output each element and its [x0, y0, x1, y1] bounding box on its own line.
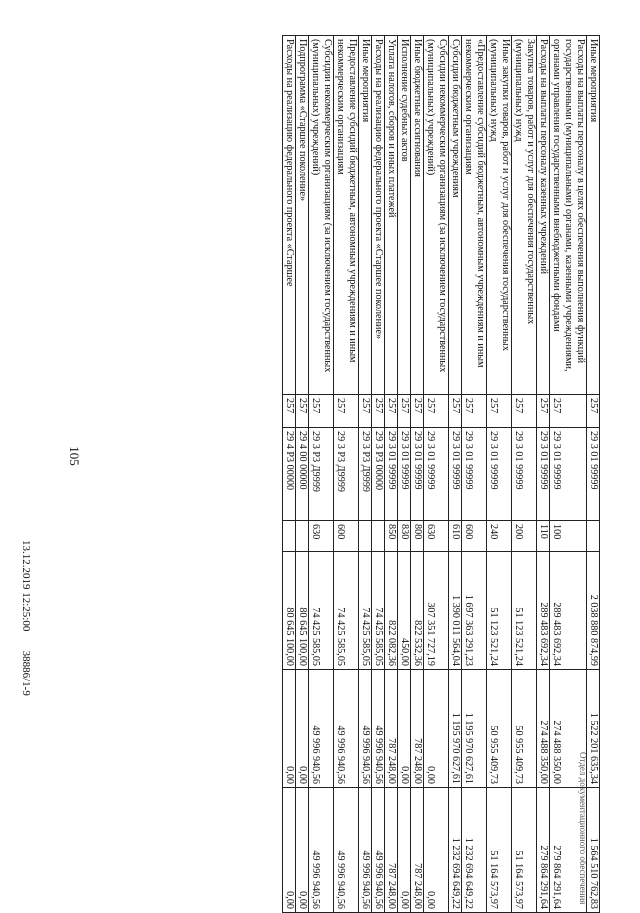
cell-c3	[587, 521, 600, 552]
cell-c3: 850	[385, 521, 398, 552]
cell-c3: 630	[424, 521, 449, 552]
cell-v1: 450,00	[398, 552, 411, 670]
cell-v1: 289 483 692,34	[550, 552, 587, 670]
cell-v2: 787 248,00	[411, 670, 424, 788]
cell-v2: 50 955 409,73	[487, 670, 512, 788]
cell-c3	[296, 521, 309, 552]
cell-c1: 257	[424, 395, 449, 428]
cell-c2: 29 3 01 99999	[550, 428, 587, 521]
cell-c2: 29 3 P3 Д9999	[309, 428, 334, 521]
cell-v1: 80 645 100,00	[296, 552, 309, 670]
cell-c3	[359, 521, 372, 552]
cell-v2: 1 195 970 627,61	[462, 670, 487, 788]
table-row	[462, 36, 487, 913]
cell-c1: 257	[334, 395, 359, 428]
table-row	[537, 36, 550, 913]
cell-v3: 51 164 573,97	[512, 788, 537, 913]
cell-name: Иные мероприятия	[587, 36, 600, 395]
cell-c2: 29 3 01 99999	[487, 428, 512, 521]
cell-v1: 74 425 585,05	[359, 552, 372, 670]
cell-c1: 257	[283, 395, 296, 428]
cell-c1: 257	[411, 395, 424, 428]
cell-name: Уплата налогов, сборов и иных платежей	[385, 36, 398, 395]
cell-c3	[283, 521, 296, 552]
margin-note: Отдел документационного обеспечения	[578, 752, 588, 905]
footer-timestamp: 13.12.2019 12:25:00	[20, 540, 32, 632]
cell-v1: 1 697 363 291,23	[462, 552, 487, 670]
cell-v2: 274 488 350,00	[537, 670, 550, 788]
cell-c2: 29 3 01 99999	[385, 428, 398, 521]
cell-c1: 257	[550, 395, 587, 428]
cell-c3: 610	[449, 521, 462, 552]
cell-c2: 29 3 P3 00000	[372, 428, 385, 521]
cell-v2: 787 248,00	[385, 670, 398, 788]
cell-c1: 257	[398, 395, 411, 428]
cell-v2: 49 996 940,56	[309, 670, 334, 788]
cell-v1: 307 351 727,19	[424, 552, 449, 670]
table-row	[398, 36, 411, 913]
cell-name: Расходы на выплаты персоналу в целях обеспечения выполнения функций государственными (муниципальными) органами, казенными учреждениями, органами управления государственными внебюджетными фондами	[550, 36, 587, 395]
cell-v1: 74 425 585,05	[372, 552, 385, 670]
cell-c3: 240	[487, 521, 512, 552]
cell-v1: 80 645 100,00	[283, 552, 296, 670]
cell-c3: 200	[512, 521, 537, 552]
table-row	[587, 36, 600, 913]
cell-c1: 257	[487, 395, 512, 428]
cell-v1: 822 532,36	[411, 552, 424, 670]
cell-c1: 257	[385, 395, 398, 428]
cell-c2: 29 3 01 99999	[512, 428, 537, 521]
table-row	[487, 36, 512, 913]
cell-c2: 29 3 01 99999	[587, 428, 600, 521]
table-row	[359, 36, 372, 913]
cell-c1: 257	[359, 395, 372, 428]
cell-v3: 0,00	[283, 788, 296, 913]
table-row	[411, 36, 424, 913]
cell-v1: 74 425 585,05	[309, 552, 334, 670]
table-row	[449, 36, 462, 913]
cell-name: Субсидии бюджетным учреждениям	[449, 36, 462, 395]
cell-name: «Предоставление субсидий бюджетным, автономным учреждениям и иным некоммерческим организациям	[462, 36, 487, 395]
cell-v3: 787 248,00	[385, 788, 398, 913]
cell-name: Предоставление субсидий бюджетным, автономным учреждениям и иным некоммерческим организациям	[334, 36, 359, 395]
cell-v3: 279 864 291,64	[550, 788, 587, 913]
cell-c3: 830	[398, 521, 411, 552]
cell-v2: 1 522 201 635,34	[587, 670, 600, 788]
cell-v3: 279 864 291,64	[537, 788, 550, 913]
footer-doc-id: 38886/1-9	[20, 650, 32, 696]
cell-name: Иные закупки товаров, работ и услуг для обеспечения государственных (муниципальных) нужд	[487, 36, 512, 395]
cell-v2: 0,00	[424, 670, 449, 788]
cell-v1: 51 123 521,24	[487, 552, 512, 670]
cell-c1: 257	[462, 395, 487, 428]
cell-v3: 51 164 573,97	[487, 788, 512, 913]
cell-name: Субсидии некоммерческим организациям (за исключением государственных (муниципальных) учреждений)	[309, 36, 334, 395]
cell-c2: 29 3 P3 Д9999	[359, 428, 372, 521]
cell-c2: 29 3 01 99999	[424, 428, 449, 521]
cell-v3: 0,00	[296, 788, 309, 913]
cell-name: Закупка товаров, работ и услуг для обеспечения государственных (муниципальных) нужд	[512, 36, 537, 395]
cell-name: Расходы на выплаты персоналу казенных учреждений	[537, 36, 550, 395]
cell-c1: 257	[587, 395, 600, 428]
cell-c3: 630	[309, 521, 334, 552]
budget-table-container	[105, 35, 600, 909]
budget-table-body	[283, 36, 600, 913]
cell-v2: 0,00	[283, 670, 296, 788]
cell-c2: 29 3 P3 Д9999	[334, 428, 359, 521]
cell-c2: 29 4 00 00000	[296, 428, 309, 521]
cell-v3: 49 996 940,56	[359, 788, 372, 913]
cell-v2: 50 955 409,73	[512, 670, 537, 788]
table-row	[283, 36, 296, 913]
table-row	[296, 36, 309, 913]
cell-c1: 257	[512, 395, 537, 428]
table-row	[334, 36, 359, 913]
cell-v1: 1 390 011 564,04	[449, 552, 462, 670]
cell-name: Расходы на реализацию федерального проекта «Старшее поколение»	[372, 36, 385, 395]
cell-c2: 29 3 01 99999	[462, 428, 487, 521]
cell-c2: 29 3 01 99999	[398, 428, 411, 521]
cell-v2: 49 996 940,56	[372, 670, 385, 788]
table-row	[309, 36, 334, 913]
table-row	[512, 36, 537, 913]
cell-v3: 1 564 510 762,83	[587, 788, 600, 913]
cell-c1: 257	[309, 395, 334, 428]
cell-v3: 0,00	[424, 788, 449, 913]
cell-v3: 49 996 940,56	[372, 788, 385, 913]
cell-v2: 0,00	[296, 670, 309, 788]
cell-v2: 0,00	[398, 670, 411, 788]
cell-v3: 1 232 694 649,22	[462, 788, 487, 913]
cell-v1: 51 123 521,24	[512, 552, 537, 670]
budget-table	[282, 35, 600, 913]
footer-stamp	[20, 540, 32, 840]
cell-c3: 110	[537, 521, 550, 552]
table-row	[424, 36, 449, 913]
page-number: 105	[67, 446, 82, 466]
cell-c2: 29 3 01 99999	[449, 428, 462, 521]
cell-v1: 822 082,36	[385, 552, 398, 670]
cell-c2: 29 3 01 99999	[411, 428, 424, 521]
cell-v3: 0,00	[398, 788, 411, 913]
cell-v1: 74 425 585,05	[334, 552, 359, 670]
cell-c1: 257	[449, 395, 462, 428]
cell-v2: 49 996 940,56	[334, 670, 359, 788]
cell-c2: 29 3 01 99999	[537, 428, 550, 521]
cell-c1: 257	[537, 395, 550, 428]
cell-name: Исполнение судебных актов	[398, 36, 411, 395]
table-row	[372, 36, 385, 913]
cell-v2: 274 488 350,00	[550, 670, 587, 788]
cell-name: Расходы на реализацию федерального проекта «Старшее	[283, 36, 296, 395]
cell-c3: 600	[334, 521, 359, 552]
cell-v1: 2 038 880 874,99	[587, 552, 600, 670]
cell-name: Иные мероприятия	[359, 36, 372, 395]
cell-c3: 600	[462, 521, 487, 552]
cell-c1: 257	[296, 395, 309, 428]
cell-name: Иные бюджетные ассигнования	[411, 36, 424, 395]
cell-c2: 29 4 P3 00000	[283, 428, 296, 521]
cell-name: Субсидии некоммерческим организациям (за исключением государственных (муниципальных) учреждений)	[424, 36, 449, 395]
cell-name: Подпрограмма «Старшее поколение»	[296, 36, 309, 395]
cell-c3: 100	[550, 521, 587, 552]
table-row	[385, 36, 398, 913]
cell-v2: 49 996 940,56	[359, 670, 372, 788]
cell-c1: 257	[372, 395, 385, 428]
table-row	[550, 36, 587, 913]
cell-c3	[372, 521, 385, 552]
cell-v3: 787 248,00	[411, 788, 424, 913]
cell-v1: 289 483 692,34	[537, 552, 550, 670]
cell-v3: 49 996 940,56	[309, 788, 334, 913]
cell-v3: 49 996 940,56	[334, 788, 359, 913]
cell-v2: 1 195 970 627,61	[449, 670, 462, 788]
cell-v3: 1 232 694 649,22	[449, 788, 462, 913]
cell-c3: 800	[411, 521, 424, 552]
